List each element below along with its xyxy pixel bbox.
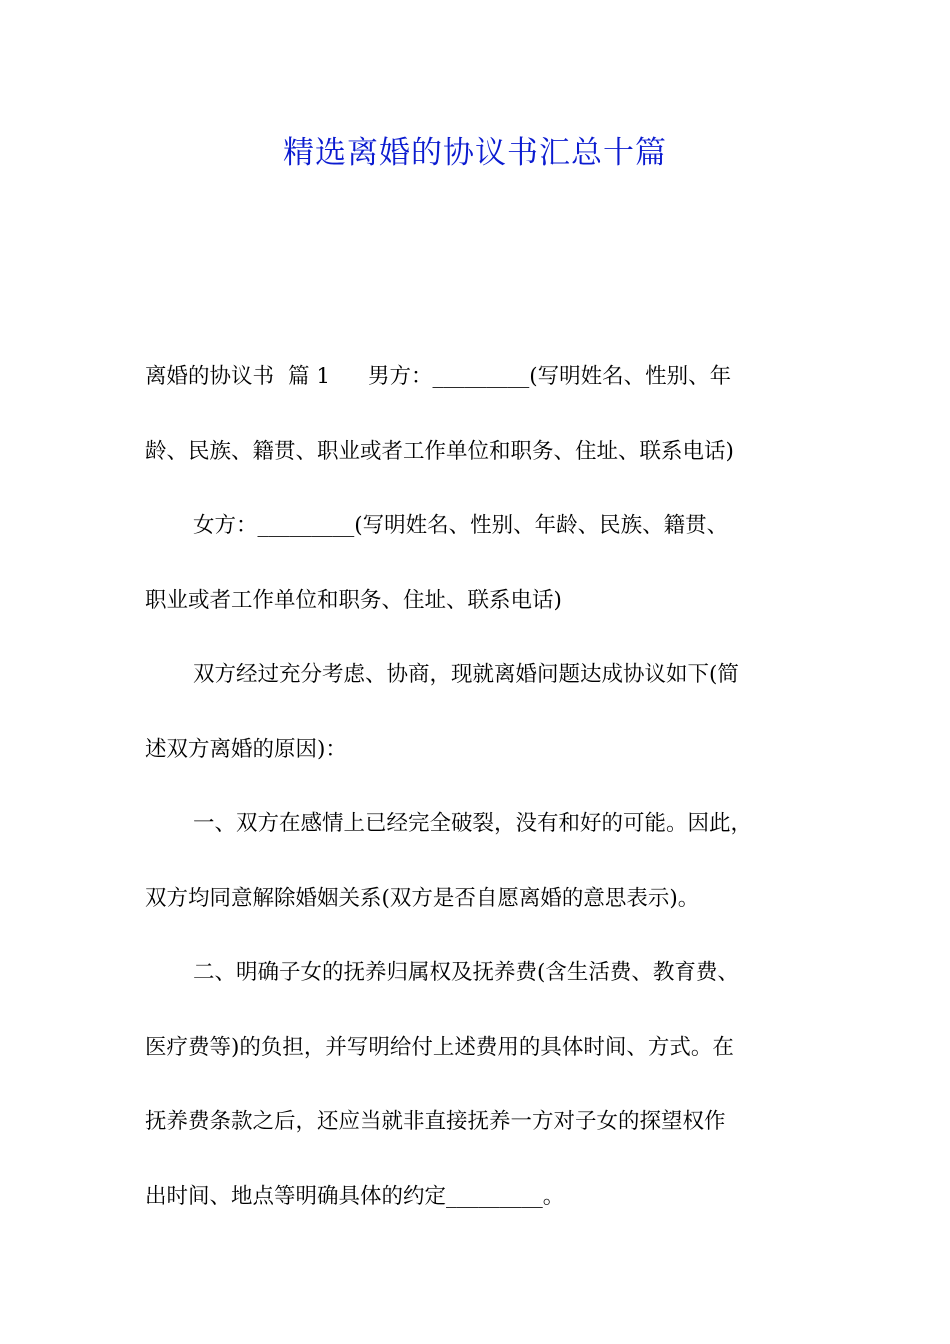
- section-heading: 离婚的协议书: [145, 364, 275, 389]
- text-line: 双方均同意解除婚姻关系(双方是否自愿离婚的意思表示)。: [145, 885, 700, 911]
- text-line: 职业或者工作单位和职务、住址、联系电话): [145, 587, 562, 613]
- text-line: 二、明确子女的抚养归属权及抚养费(含生活费、教育费、: [193, 960, 739, 985]
- text-segment: 男方：_________(写明姓名、性别、年: [368, 364, 732, 389]
- document-title: 精选离婚的协议书汇总十篇: [283, 135, 667, 171]
- text-line: 一、双方在感情上已经完全破裂，没有和好的可能。因此，: [193, 811, 753, 836]
- text-line: 述双方离婚的原因)：: [145, 736, 347, 762]
- text-line: 女方：_________(写明姓名、性别、年龄、民族、籍贯、: [193, 513, 729, 538]
- text-line: 双方经过充分考虑、协商，现就离婚问题达成协议如下(简: [193, 662, 739, 687]
- section-number: 篇 1: [288, 364, 331, 389]
- text-line: 龄、民族、籍贯、职业或者工作单位和职务、住址、联系电话): [145, 438, 734, 464]
- text-line: 出时间、地点等明确具体的约定_________。: [145, 1183, 565, 1209]
- text-line: 抚养费条款之后，还应当就非直接抚养一方对子女的探望权作: [145, 1109, 726, 1134]
- text-line: 医疗费等)的负担，并写明给付上述费用的具体时间、方式。在: [145, 1034, 734, 1060]
- document-body: [145, 340, 825, 1234]
- text-line: [145, 340, 825, 415]
